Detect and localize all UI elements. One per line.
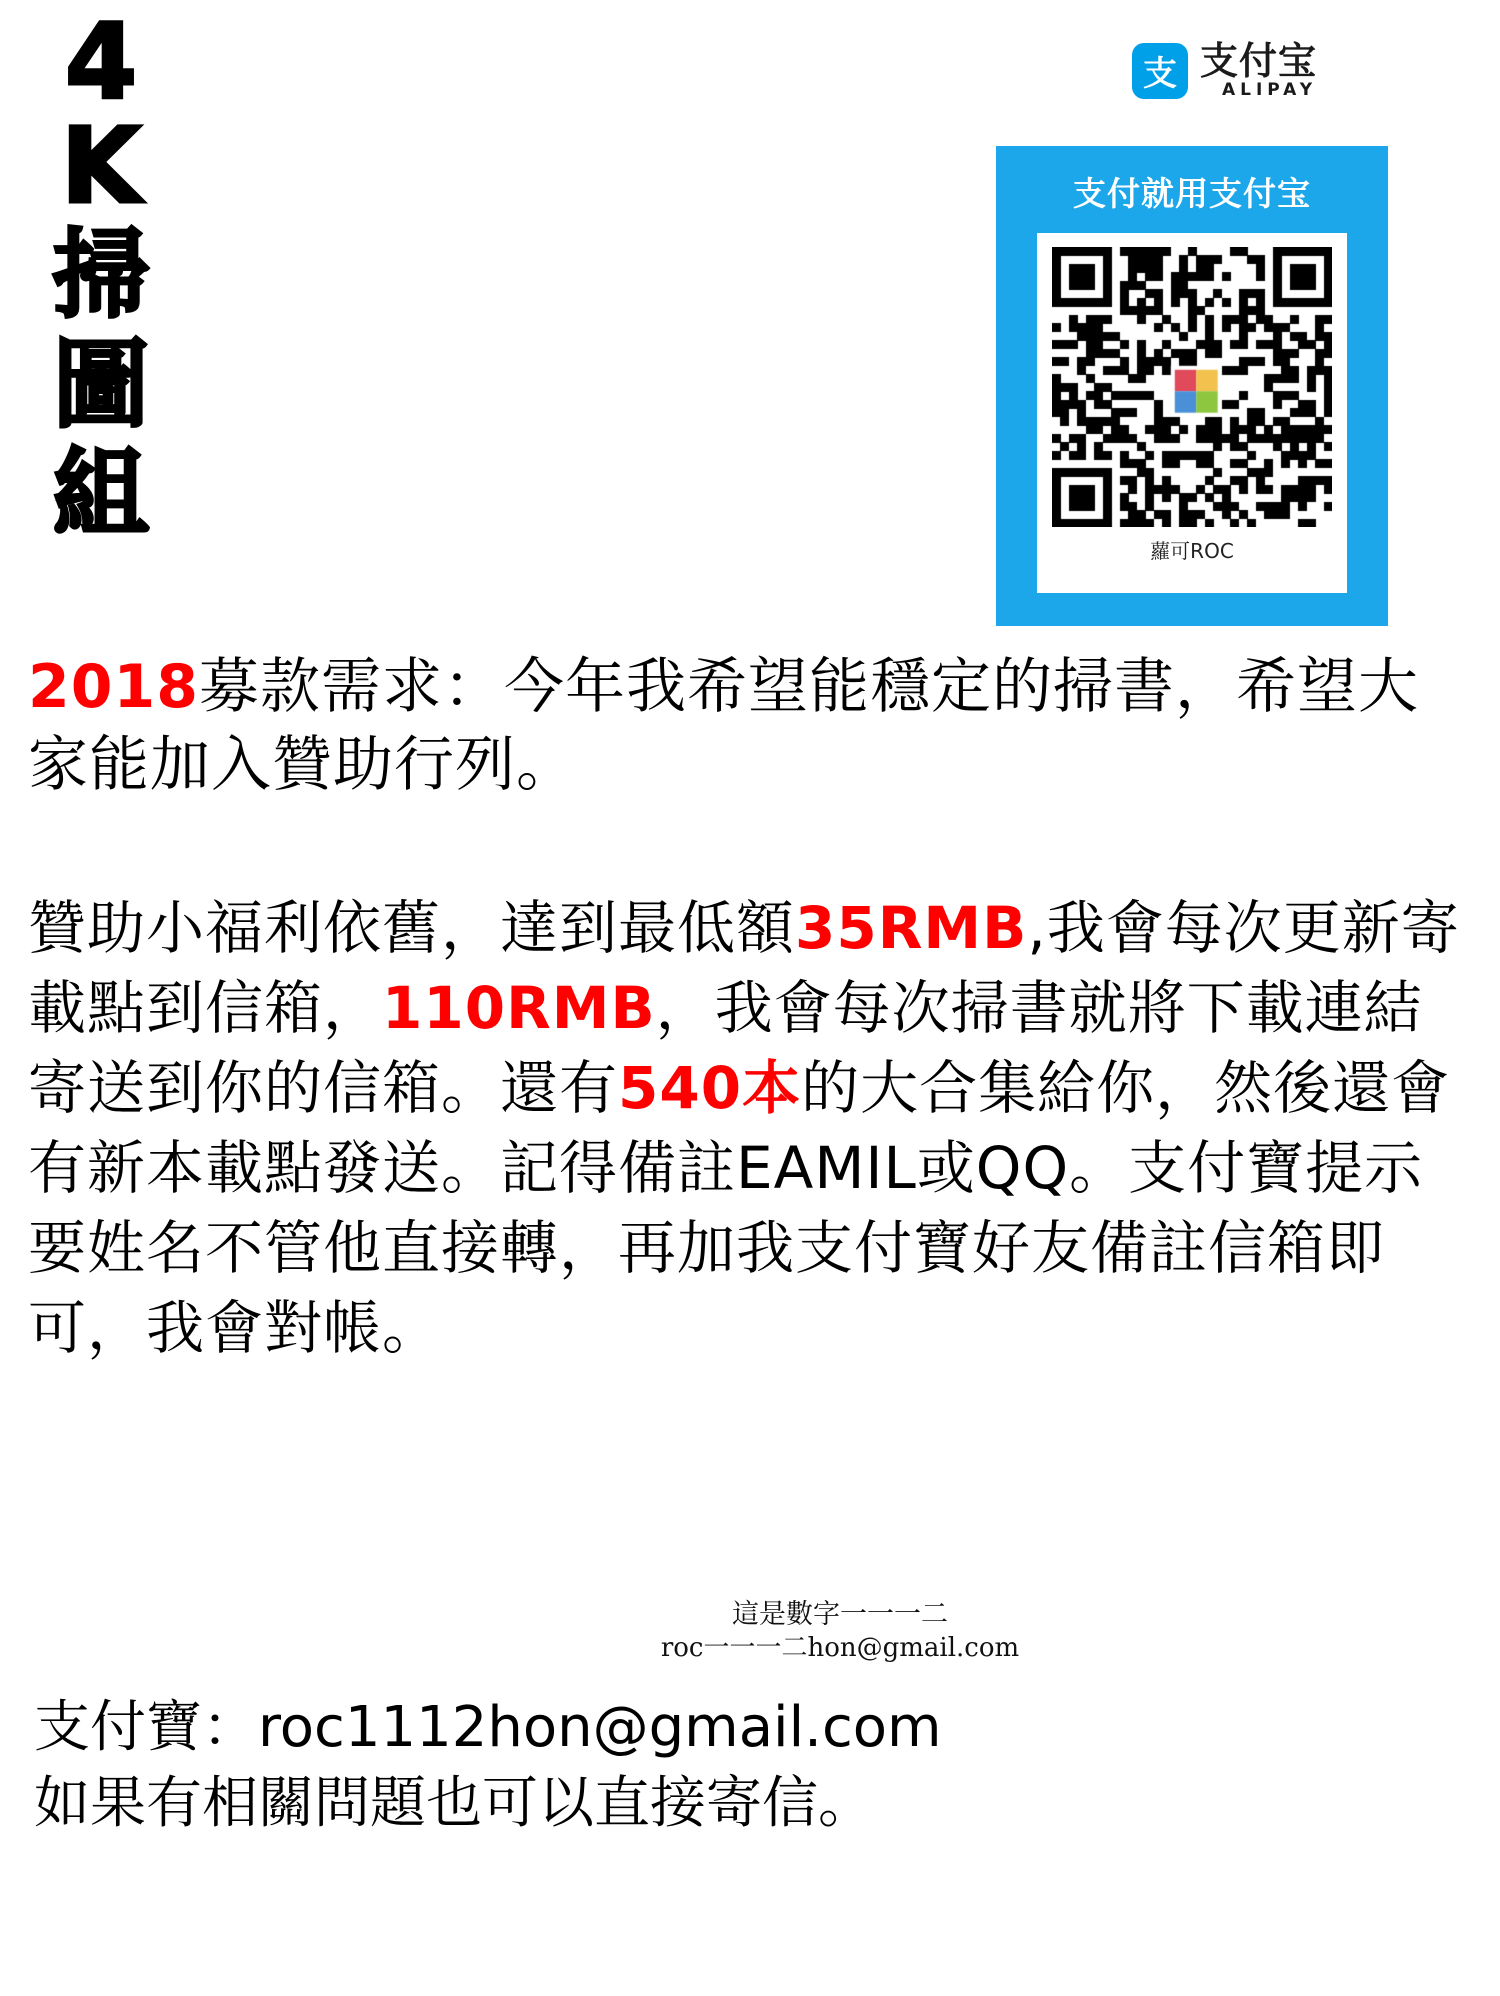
bundle-count: 540本 (618, 1054, 802, 1123)
rewards-seg-3: ，我會每次掃書就將下載連結寄送到你的信箱。還有 (28, 974, 1423, 1123)
note-line-1: 這是數字一一一二 (732, 1599, 948, 1630)
tier-35rmb: 35RMB (795, 894, 1028, 962)
title-char-4: 圖 (53, 328, 149, 441)
alipay-wordmark (1200, 39, 1318, 100)
contact-invite-line: 如果有相關問題也可以直接寄信。 (34, 1770, 874, 1836)
alipay-name-en: ALIPAY (1221, 79, 1318, 100)
tier-110rmb: 110RMB (382, 974, 656, 1043)
qr-card-heading: 支付就用支付宝 (1073, 174, 1311, 213)
alipay-mark-icon: 支 (1132, 43, 1188, 99)
year-label: 2018 (28, 652, 199, 722)
contact-block (34, 1690, 1464, 1841)
qr-code-image (1052, 247, 1332, 527)
alipay-name-cn: 支付宝 (1200, 39, 1318, 83)
alipay-logo (1132, 39, 1318, 100)
title-char-2: K (60, 105, 142, 227)
body-text (28, 648, 1468, 1368)
note-line-2: roc一一一二hon@gmail.com (660, 1632, 1020, 1663)
email-digit-note (580, 1598, 1100, 1664)
title-char-5: 組 (53, 438, 149, 551)
paragraph-funding-request (28, 648, 1468, 804)
rewards-seg-2: ,我會每次更新寄載點到信箱， (28, 894, 1460, 1043)
rewards-seg-4: 的大合集給你，然後還會有新本載點發送。記得備註EAMIL或QQ。支付寶提示要姓名不管他直接轉，再加我支付寶好友備註信箱即可，我會對帳。 (28, 1054, 1451, 1363)
paragraph-1-text: 募款需求：今年我希望能穩定的掃書，希望大家能加入贊助行列。 (28, 652, 1419, 800)
title-char-1: 4 (64, 1, 138, 123)
qr-account-name: 蘿可ROC (1150, 539, 1234, 563)
rewards-seg-1: 贊助小福利依舊，達到最低額 (28, 894, 796, 962)
qr-white-panel (1037, 233, 1347, 593)
title-char-3: 掃 (53, 219, 149, 331)
contact-email-line: 支付寶：roc1112hon@gmail.com (34, 1695, 942, 1760)
paragraph-rewards (28, 888, 1468, 1368)
alipay-qr-card (996, 146, 1388, 626)
poster-title (26, 1, 176, 551)
